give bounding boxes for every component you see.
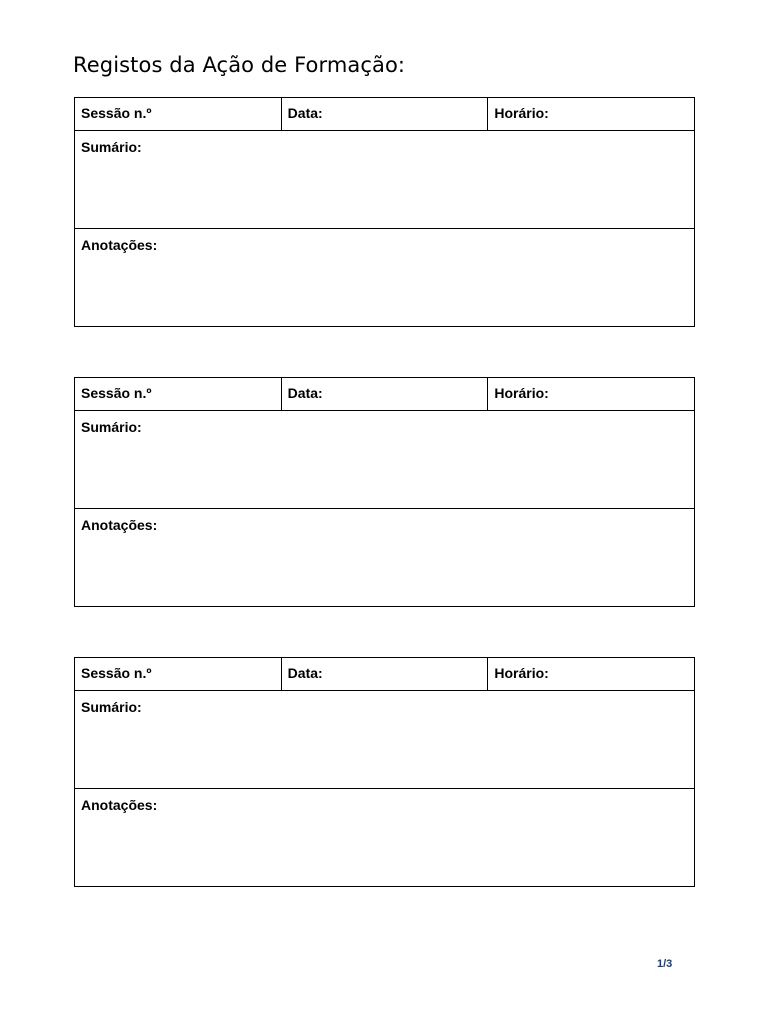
- summary-field[interactable]: Sumário:: [75, 411, 694, 509]
- page-number: 1/3: [657, 958, 673, 970]
- summary-field[interactable]: Sumário:: [75, 691, 694, 789]
- time-field[interactable]: Horário:: [494, 385, 549, 401]
- record-header-row: [75, 378, 694, 411]
- session-number-field[interactable]: Sessão n.º: [75, 658, 282, 690]
- session-number-field[interactable]: Sessão n.º: [75, 378, 282, 410]
- time-field[interactable]: Horário:: [494, 105, 549, 121]
- record-header-row: [75, 658, 694, 691]
- notes-field[interactable]: Anotações:: [81, 517, 158, 533]
- summary-field[interactable]: Sumário:: [75, 131, 694, 229]
- date-field[interactable]: Data:: [282, 98, 489, 130]
- session-record-table: [74, 377, 695, 607]
- notes-field[interactable]: Anotações:: [81, 797, 158, 813]
- date-field[interactable]: Data:: [282, 658, 489, 690]
- record-header-row: [75, 98, 694, 131]
- date-field[interactable]: Data:: [282, 378, 489, 410]
- notes-field[interactable]: Anotações:: [81, 237, 158, 253]
- session-number-field[interactable]: Sessão n.º: [75, 98, 282, 130]
- page-title: Registos da Ação de Formação:: [73, 53, 406, 77]
- session-record-table: [74, 97, 695, 327]
- time-field[interactable]: Horário:: [494, 665, 549, 681]
- session-record-table: [74, 657, 695, 887]
